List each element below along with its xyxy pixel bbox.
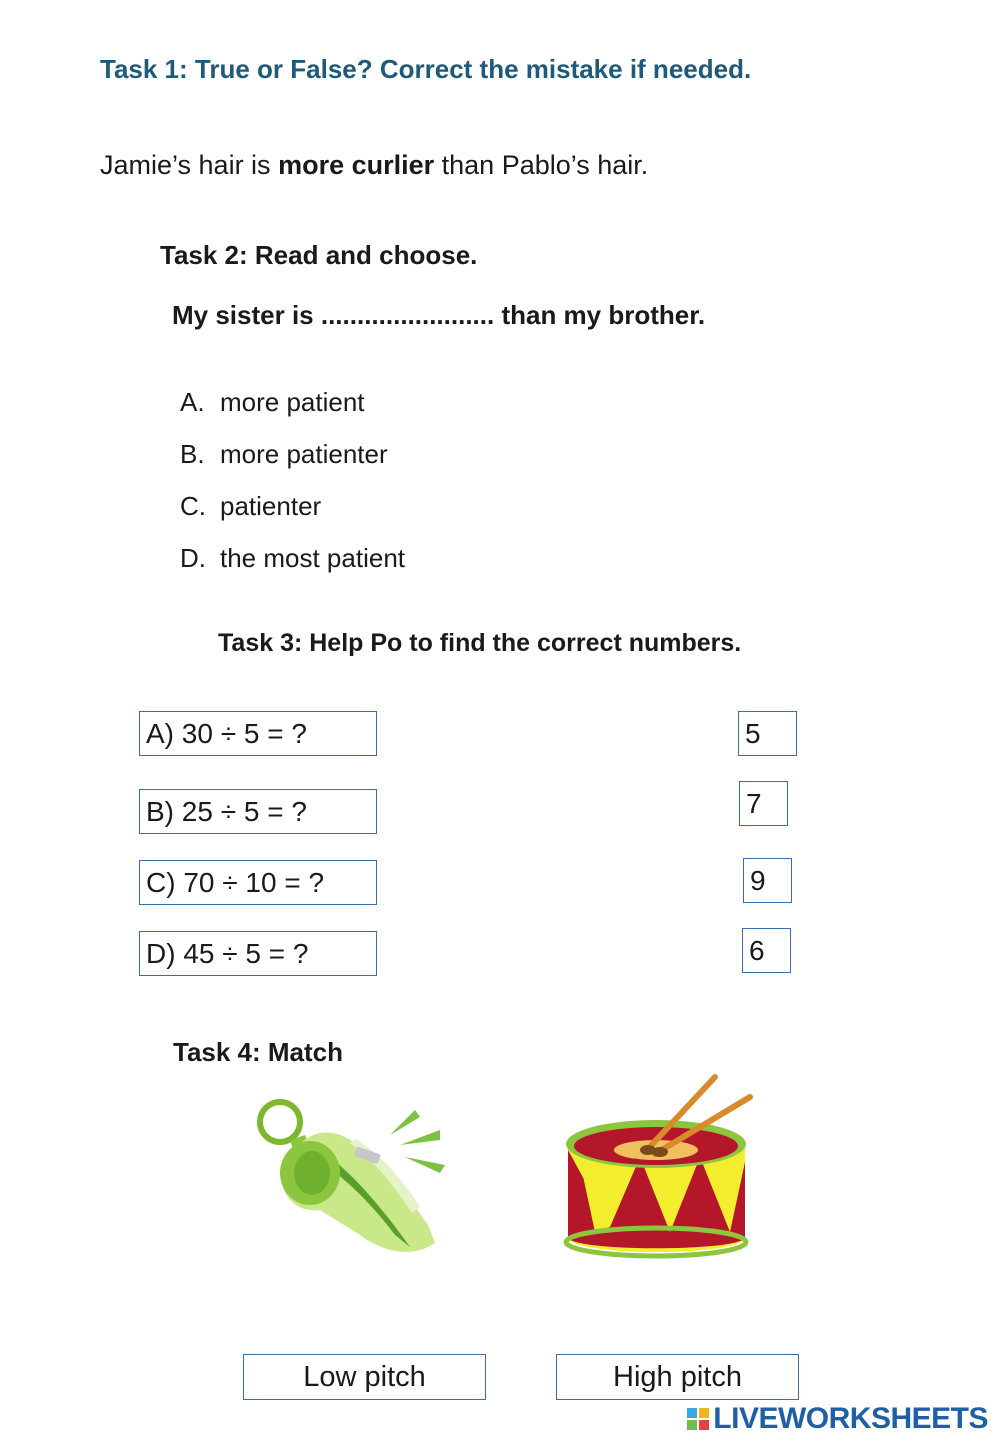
sentence-mistake: more curlier bbox=[278, 150, 435, 180]
answer-box-9[interactable]: 9 bbox=[743, 858, 792, 903]
brand-grid-icon bbox=[687, 1408, 709, 1430]
option-d[interactable] bbox=[180, 543, 405, 574]
option-text: more patient bbox=[220, 387, 365, 417]
liveworksheets-logo bbox=[687, 1402, 988, 1436]
option-text: patienter bbox=[220, 491, 322, 521]
equation-box-a[interactable]: A) 30 ÷ 5 = ? bbox=[139, 711, 377, 756]
task3-title: Task 3: Help Po to find the correct numbers. bbox=[218, 629, 742, 657]
option-letter: C. bbox=[180, 491, 206, 521]
drum-icon[interactable] bbox=[560, 1072, 755, 1267]
low-pitch-box[interactable]: Low pitch bbox=[243, 1354, 486, 1400]
option-c[interactable] bbox=[180, 491, 321, 522]
option-text: more patienter bbox=[220, 439, 388, 469]
task1-title: Task 1: True or False? Correct the mistake if needed. bbox=[100, 54, 752, 84]
high-pitch-box[interactable]: High pitch bbox=[556, 1354, 799, 1400]
answer-box-7[interactable]: 7 bbox=[739, 781, 788, 826]
task2-question: My sister is ........................ than my brother. bbox=[172, 300, 706, 330]
option-b[interactable] bbox=[180, 439, 388, 470]
equation-box-d[interactable]: D) 45 ÷ 5 = ? bbox=[139, 931, 377, 976]
option-text: the most patient bbox=[220, 543, 405, 573]
whistle-icon[interactable] bbox=[250, 1095, 450, 1260]
option-letter: B. bbox=[180, 439, 205, 469]
answer-box-5[interactable]: 5 bbox=[738, 711, 797, 756]
option-a[interactable] bbox=[180, 387, 365, 418]
task2-title: Task 2: Read and choose. bbox=[160, 240, 478, 270]
sentence-part2: than Pablo’s hair. bbox=[434, 150, 649, 180]
task4-title: Task 4: Match bbox=[173, 1037, 344, 1067]
sentence-part1: Jamie’s hair is bbox=[100, 150, 279, 180]
option-letter: D. bbox=[180, 543, 206, 573]
brand-text: LIVEWORKSHEETS bbox=[713, 1402, 988, 1435]
equation-box-b[interactable]: B) 25 ÷ 5 = ? bbox=[139, 789, 377, 834]
equation-box-c[interactable]: C) 70 ÷ 10 = ? bbox=[139, 860, 377, 905]
task1-sentence bbox=[100, 150, 648, 181]
option-letter: A. bbox=[180, 387, 205, 417]
answer-box-6[interactable]: 6 bbox=[742, 928, 791, 973]
